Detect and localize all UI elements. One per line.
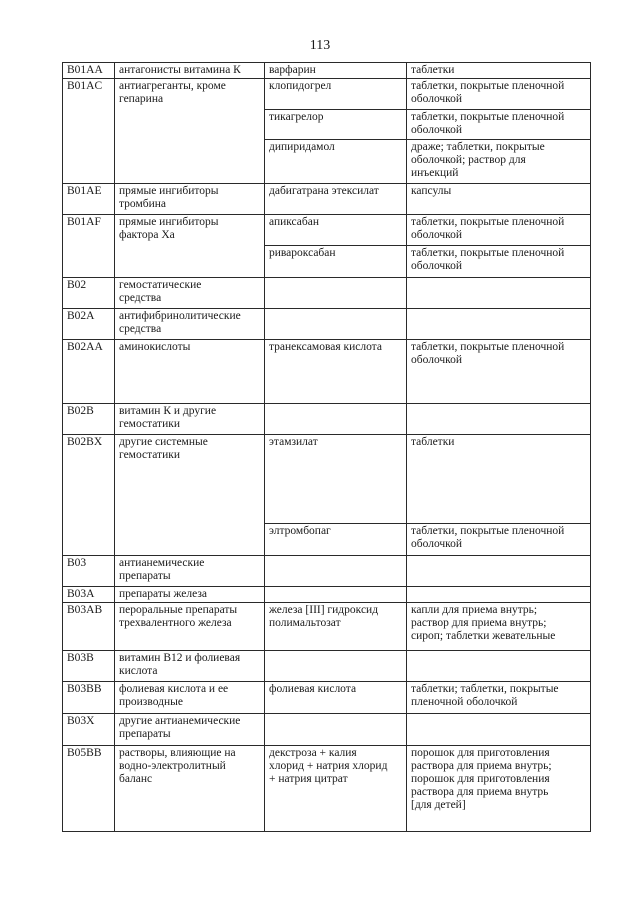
pharmacological-group-cell xyxy=(115,714,265,746)
text-line: кислота xyxy=(119,665,158,677)
drug-name-cell xyxy=(265,404,407,435)
dosage-form-cell xyxy=(407,215,591,278)
table-row xyxy=(63,340,591,404)
text-line: апиксабан xyxy=(269,216,320,228)
text-line: таблетки, покрытые пленочной xyxy=(411,216,565,228)
text-line: оболочкой xyxy=(411,354,463,366)
text-line: средства xyxy=(119,323,162,335)
text-line: ривароксабан xyxy=(269,247,336,259)
text-line: таблетки, покрытые пленочной xyxy=(411,525,565,537)
drug-classification-table xyxy=(62,62,591,832)
text-line: оболочкой; раствор для xyxy=(411,154,526,166)
pharmacological-group-cell xyxy=(115,682,265,714)
drug-name-cell xyxy=(265,184,407,215)
atc-code-cell: B01AE xyxy=(63,184,115,215)
dosage-form-item xyxy=(407,79,590,109)
text-line: аминокислоты xyxy=(119,341,191,353)
pharmacological-group-cell xyxy=(115,404,265,435)
text-line: тромбина xyxy=(119,198,166,210)
drug-name-item xyxy=(265,245,406,277)
drug-name-item xyxy=(265,215,406,245)
table-row xyxy=(63,556,591,587)
dosage-form-cell xyxy=(407,682,591,714)
text-line: оболочкой xyxy=(411,229,463,241)
text-line: драже; таблетки, покрытые xyxy=(411,141,545,153)
dosage-form-item xyxy=(407,435,590,523)
text-line: таблетки, покрытые пленочной xyxy=(411,80,565,92)
pharmacological-group-cell xyxy=(115,556,265,587)
pharmacological-group-cell xyxy=(115,63,265,79)
dosage-form-cell xyxy=(407,603,591,651)
text-line: порошок для приготовления xyxy=(411,773,550,785)
table-row xyxy=(63,746,591,832)
text-line: препараты железа xyxy=(119,588,207,600)
text-line: дабигатрана этексилат xyxy=(269,185,379,197)
text-line: гепарина xyxy=(119,93,164,105)
drug-name-cell xyxy=(265,435,407,556)
text-line: трехвалентного железа xyxy=(119,617,232,629)
text-line: оболочкой xyxy=(411,260,463,272)
text-line: раствора для приема внутрь; xyxy=(411,760,552,772)
text-line: этамзилат xyxy=(269,436,318,448)
table-row xyxy=(63,651,591,682)
drug-name-cell xyxy=(265,603,407,651)
dosage-form-cell xyxy=(407,278,591,309)
drug-name-cell xyxy=(265,587,407,603)
drug-name-cell xyxy=(265,63,407,79)
dosage-form-cell xyxy=(407,587,591,603)
table-row xyxy=(63,63,591,79)
atc-code-cell: B03 xyxy=(63,556,115,587)
drug-name-cell xyxy=(265,79,407,184)
text-line: варфарин xyxy=(269,64,316,76)
text-line: железа [III] гидроксид xyxy=(269,604,379,616)
atc-code-cell: B03AB xyxy=(63,603,115,651)
pharmacological-group-cell xyxy=(115,746,265,832)
text-line: сироп; таблетки жевательные xyxy=(411,630,556,642)
table-row xyxy=(63,215,591,278)
text-line: оболочкой xyxy=(411,124,463,136)
dosage-form-cell xyxy=(407,404,591,435)
text-line: дипиридамол xyxy=(269,141,335,153)
text-line: декстроза + калия xyxy=(269,747,357,759)
text-line: тикагрелор xyxy=(269,111,324,123)
drug-name-cell xyxy=(265,278,407,309)
atc-code-cell: B05BB xyxy=(63,746,115,832)
pharmacological-group-cell xyxy=(115,184,265,215)
table-row xyxy=(63,309,591,340)
text-line: полимальтозат xyxy=(269,617,341,629)
text-line: пероральные препараты xyxy=(119,604,238,616)
table-row xyxy=(63,603,591,651)
drug-name-cell xyxy=(265,682,407,714)
text-line: таблетки xyxy=(411,436,455,448)
text-line: баланс xyxy=(119,773,153,785)
pharmacological-group-cell xyxy=(115,79,265,184)
drug-name-item xyxy=(265,79,406,109)
atc-code-cell: B02A xyxy=(63,309,115,340)
drug-name-item xyxy=(265,435,406,523)
drug-name-cell xyxy=(265,651,407,682)
text-line: транексамовая кислота xyxy=(269,341,382,353)
dosage-form-item xyxy=(407,523,590,555)
text-line: растворы, влияющие на xyxy=(119,747,236,759)
dosage-form-cell xyxy=(407,651,591,682)
dosage-form-item xyxy=(407,109,590,139)
drug-name-cell xyxy=(265,556,407,587)
pharmacological-group-cell xyxy=(115,651,265,682)
drug-name-cell xyxy=(265,309,407,340)
table-row xyxy=(63,278,591,309)
table-row xyxy=(63,184,591,215)
text-line: клопидогрел xyxy=(269,80,332,92)
drug-name-cell xyxy=(265,746,407,832)
text-line: производные xyxy=(119,696,183,708)
atc-code-cell: B01AF xyxy=(63,215,115,278)
drug-name-cell xyxy=(265,714,407,746)
dosage-form-cell xyxy=(407,63,591,79)
dosage-form-cell xyxy=(407,340,591,404)
text-line: таблетки xyxy=(411,64,455,76)
atc-code-cell: B03BB xyxy=(63,682,115,714)
text-line: элтромбопаг xyxy=(269,525,331,537)
text-line: препараты xyxy=(119,570,171,582)
text-line: хлорид + натрия хлорид xyxy=(269,760,388,772)
text-line: [для детей] xyxy=(411,799,466,811)
pharmacological-group-cell xyxy=(115,603,265,651)
text-line: антианемические xyxy=(119,557,205,569)
atc-code-cell: B01AA xyxy=(63,63,115,79)
dosage-form-item xyxy=(407,245,590,277)
text-line: таблетки, покрытые пленочной xyxy=(411,247,565,259)
text-line: оболочкой xyxy=(411,93,463,105)
table-row xyxy=(63,79,591,184)
dosage-form-item xyxy=(407,139,590,183)
text-line: другие системные xyxy=(119,436,208,448)
text-line: препараты xyxy=(119,728,171,740)
page-number: 113 xyxy=(309,38,331,53)
text-line: фолиевая кислота xyxy=(269,683,357,695)
atc-code-cell: B02AA xyxy=(63,340,115,404)
table-row xyxy=(63,404,591,435)
pharmacological-group-cell xyxy=(115,435,265,556)
atc-code-cell: B03A xyxy=(63,587,115,603)
atc-code-cell: B03X xyxy=(63,714,115,746)
pharmacological-group-cell xyxy=(115,340,265,404)
text-line: пленочной оболочкой xyxy=(411,696,518,708)
pharmacological-group-cell xyxy=(115,215,265,278)
drug-name-cell xyxy=(265,215,407,278)
text-line: гемостатические xyxy=(119,279,202,291)
text-line: витамин К и другие xyxy=(119,405,217,417)
text-line: фактора Ха xyxy=(119,229,175,241)
dosage-form-cell xyxy=(407,435,591,556)
pharmacological-group-cell xyxy=(115,309,265,340)
text-line: раствора для приема внутрь xyxy=(411,786,549,798)
dosage-form-cell xyxy=(407,714,591,746)
text-line: антагонисты витамина К xyxy=(119,64,241,76)
table-row xyxy=(63,587,591,603)
pharmacological-group-cell xyxy=(115,587,265,603)
drug-name-item xyxy=(265,109,406,139)
table-row xyxy=(63,714,591,746)
dosage-form-item xyxy=(407,215,590,245)
text-line: раствор для приема внутрь; xyxy=(411,617,547,629)
text-line: + натрия цитрат xyxy=(269,773,348,785)
atc-code-cell: B02BX xyxy=(63,435,115,556)
atc-code-cell: B01AC xyxy=(63,79,115,184)
text-line: капсулы xyxy=(411,185,452,197)
text-line: капли для приема внутрь; xyxy=(411,604,538,616)
dosage-form-cell xyxy=(407,184,591,215)
text-line: порошок для приготовления xyxy=(411,747,550,759)
dosage-form-cell xyxy=(407,309,591,340)
text-line: антифибринолитические xyxy=(119,310,241,322)
text-line: таблетки, покрытые пленочной xyxy=(411,111,565,123)
pharmacological-group-cell xyxy=(115,278,265,309)
drug-name-item xyxy=(265,139,406,183)
text-line: прямые ингибиторы xyxy=(119,185,219,197)
table-row xyxy=(63,435,591,556)
atc-code-cell: B02 xyxy=(63,278,115,309)
dosage-form-cell xyxy=(407,746,591,832)
text-line: средства xyxy=(119,292,162,304)
atc-code-cell: B02B xyxy=(63,404,115,435)
drug-name-cell xyxy=(265,340,407,404)
text-line: прямые ингибиторы xyxy=(119,216,219,228)
dosage-form-cell xyxy=(407,556,591,587)
atc-code-cell: B03B xyxy=(63,651,115,682)
text-line: другие антианемические xyxy=(119,715,241,727)
text-line: таблетки, покрытые пленочной xyxy=(411,341,565,353)
text-line: гемостатики xyxy=(119,449,180,461)
text-line: витамин В12 и фолиевая xyxy=(119,652,241,664)
drug-name-item xyxy=(265,523,406,555)
dosage-form-cell xyxy=(407,79,591,184)
text-line: инъекций xyxy=(411,167,459,179)
text-line: оболочкой xyxy=(411,538,463,550)
table-row xyxy=(63,682,591,714)
text-line: таблетки; таблетки, покрытые xyxy=(411,683,559,695)
text-line: гемостатики xyxy=(119,418,180,430)
table-body xyxy=(63,63,591,832)
text-line: антиагреганты, кроме xyxy=(119,80,226,92)
text-line: водно-электролитный xyxy=(119,760,226,772)
text-line: фолиевая кислота и ее xyxy=(119,683,229,695)
